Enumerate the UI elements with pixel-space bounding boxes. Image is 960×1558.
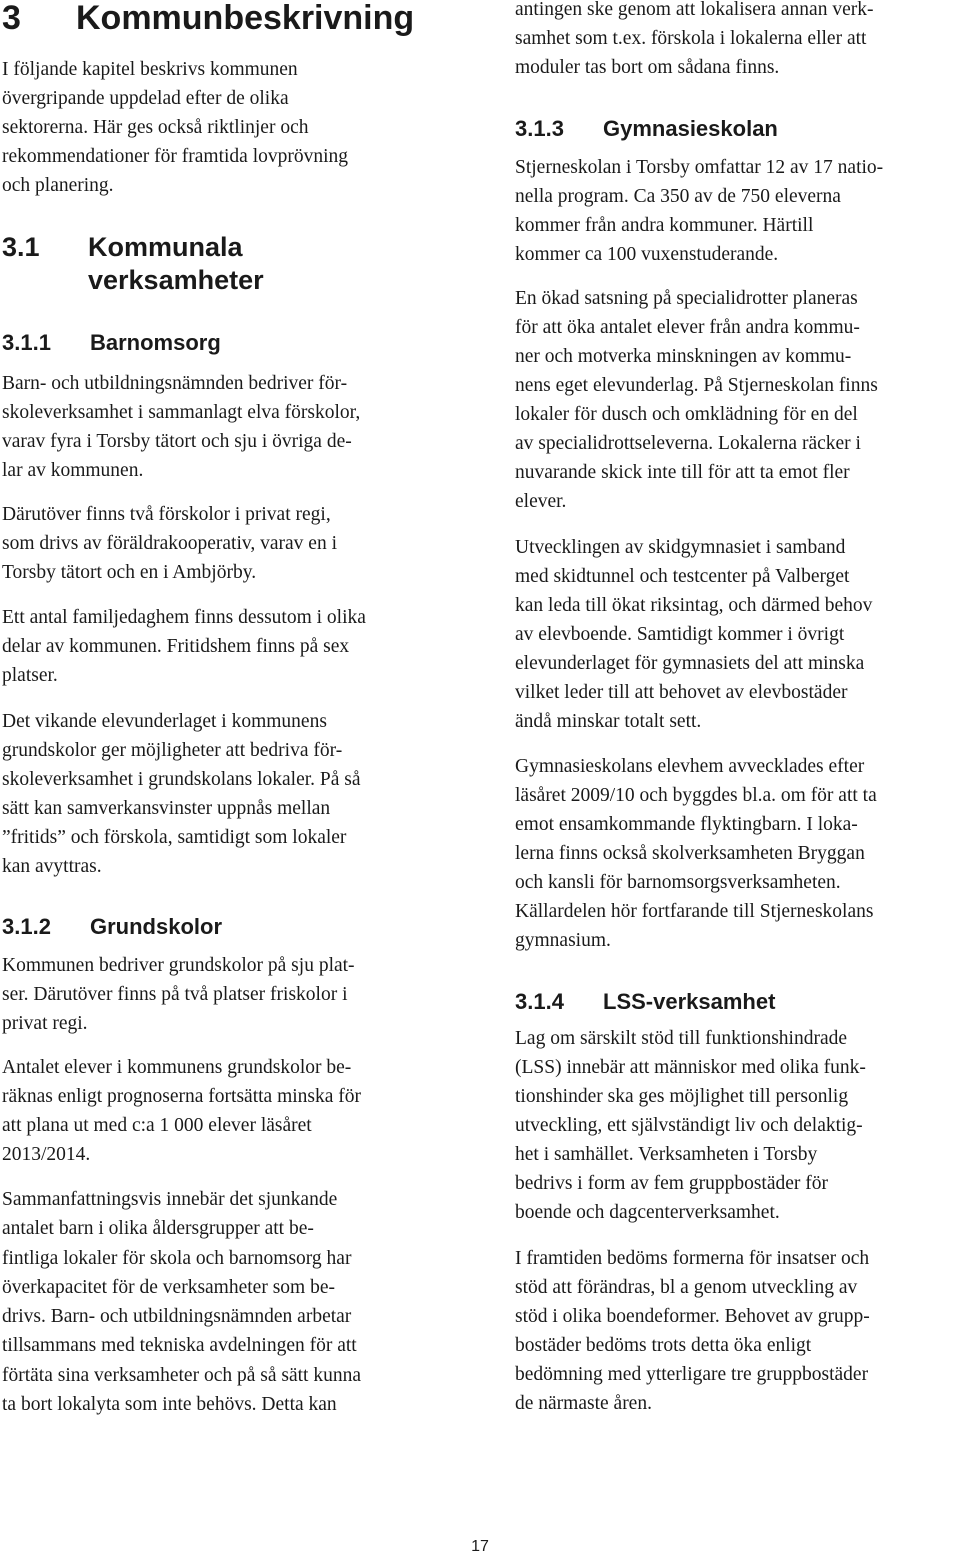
text-line: de närmaste åren. — [515, 1393, 652, 1414]
text-line: kan leda till ökat riksintag, och därmed behov — [515, 595, 873, 616]
text-line: lerna finns också skolverksamheten Bryggan — [515, 843, 865, 864]
section-number: 3.1 — [2, 232, 40, 262]
text-line: lokaler för dusch och omklädning för en del — [515, 404, 858, 425]
text-line: I framtiden bedöms formerna för insatser och — [515, 1248, 870, 1269]
text-line: räknas enligt prognoserna fortsätta minska för — [2, 1086, 362, 1107]
paragraph — [2, 1185, 361, 1419]
text-line: Kommunala — [88, 232, 243, 262]
paragraph — [2, 500, 337, 587]
text-line: En ökad satsning på specialidrotter planeras — [515, 288, 858, 309]
text-line: lar av kommunen. — [2, 460, 144, 481]
text-line: Källardelen hör fortfarande till Stjerneskolans — [515, 901, 874, 922]
text-line: och kansli för barnomsorgsverksamheten. — [515, 872, 841, 893]
text-line: förtäta sina verksamheter och på så sätt kunna — [2, 1364, 361, 1386]
text-line: stöd i olika boendeformer. Behovet av grupp- — [515, 1306, 870, 1327]
subsection-number: 3.1.3 — [515, 116, 564, 141]
text-line: gymnasium. — [515, 930, 611, 951]
text-line: nuvarande skick inte till för att ta emot fler — [515, 462, 850, 483]
text-line: bedrivs i form av fem gruppbostäder för — [515, 1173, 828, 1194]
paragraph-continued — [515, 0, 873, 82]
text-line: överkapacitet för de verksamheter som be- — [2, 1276, 335, 1298]
text-line: fintliga lokaler för skola och barnomsorg har — [2, 1247, 352, 1269]
subsection-number: 3.1.2 — [2, 914, 51, 939]
text-line: av specialidrottseleverna. Lokalerna räcker i — [515, 433, 861, 454]
text-line: och planering. — [2, 175, 114, 196]
subsection-number: 3.1.1 — [2, 330, 51, 355]
text-line: Stjerneskolan i Torsby omfattar 12 av 17 natio- — [515, 157, 884, 178]
paragraph — [2, 603, 366, 690]
text-line: ser. Därutöver finns på två platser friskolor i — [2, 984, 348, 1005]
section-heading-3-1 — [2, 231, 264, 297]
text-line: att plana ut med c:a 1 000 elever läsåret — [2, 1115, 312, 1136]
text-line: Ett antal familjedaghem finns dessutom i olika — [2, 607, 366, 628]
paragraph — [2, 1053, 361, 1169]
page-number: 17 — [471, 1538, 489, 1555]
paragraph — [515, 153, 883, 269]
text-line: vilket leder till att behovet av elevbostäder — [515, 682, 848, 703]
text-line: delar av kommunen. Fritidshem finns på sex — [2, 636, 350, 657]
text-line: tionshinder ska ges möjlighet till personlig — [515, 1086, 849, 1107]
text-line: emot ensamkommande flyktingbarn. I loka- — [515, 814, 858, 835]
text-line: som drivs av föräldrakooperativ, varav en i — [2, 533, 337, 554]
text-line: kommer ca 100 vuxenstuderande. — [515, 244, 779, 265]
text-line: elever. — [515, 491, 567, 512]
text-line: elevunderlaget för gymnasiets del att minska — [515, 653, 865, 674]
text-line: skoleverksamhet i grundskolans lokaler. På så — [2, 769, 361, 790]
chapter-title: Kommunbeskrivning — [76, 0, 415, 37]
chapter-heading — [2, 0, 414, 36]
text-line: grundskolor ger möjligheter att bedriva för- — [2, 740, 343, 761]
paragraph — [515, 752, 877, 955]
text-line: Det vikande elevunderlaget i kommunens — [2, 711, 327, 732]
paragraph — [515, 533, 872, 736]
text-line: ”fritids” och förskola, samtidigt som lokaler — [2, 827, 347, 848]
text-line: Barn- och utbildningsnämnden bedriver för- — [2, 373, 348, 394]
paragraph — [515, 284, 878, 516]
chapter-intro — [2, 55, 348, 200]
text-line: drivs. Barn- och utbildningsnämnden arbetar — [2, 1306, 352, 1328]
paragraph — [515, 1024, 866, 1227]
text-line: samhet som t.ex. förskola i lokalerna eller att — [515, 28, 867, 49]
text-line: antingen ske genom att lokalisera annan verk- — [515, 0, 874, 20]
text-line: Kommunen bedriver grundskolor på sju plat- — [2, 955, 355, 976]
text-line: 2013/2014. — [2, 1144, 91, 1165]
subsection-title: Grundskolor — [90, 914, 223, 939]
text-line: (LSS) innebär att människor med olika funk- — [515, 1057, 866, 1078]
text-line: nens eget elevunderlag. På Stjerneskolan finns — [515, 375, 878, 396]
text-line: sektorerna. Här ges också riktlinjer och — [2, 117, 309, 138]
text-line: kan avyttras. — [2, 856, 102, 877]
paragraph — [515, 1244, 870, 1418]
text-line: varav fyra i Torsby tätort och sju i övriga de- — [2, 431, 352, 452]
text-line: tillsammans med tekniska avdelningen för att — [2, 1335, 357, 1357]
text-line: för att öka antalet elever från andra kommu- — [515, 317, 860, 338]
subsection-heading-barnomsorg — [2, 330, 221, 356]
text-line: ner och motverka minskningen av kommu- — [515, 346, 852, 367]
text-line: övergripande uppdelad efter de olika — [2, 88, 289, 109]
text-line: het i samhället. Verksamheten i Torsby — [515, 1144, 818, 1165]
section-title — [88, 231, 264, 297]
subsection-heading-grundskolor — [2, 914, 222, 940]
text-line: privat regi. — [2, 1013, 88, 1034]
text-line: Sammanfattningsvis innebär det sjunkande — [2, 1189, 338, 1210]
subsection-title: Gymnasieskolan — [603, 116, 778, 141]
text-line: Lag om särskilt stöd till funktionshindrade — [515, 1028, 848, 1049]
text-line: Därutöver finns två förskolor i privat regi, — [2, 504, 331, 525]
text-line: ändå minskar totalt sett. — [515, 711, 702, 732]
subsection-heading-lss — [515, 989, 775, 1015]
subsection-title: LSS-verksamhet — [603, 989, 776, 1014]
text-line: rekommendationer för framtida lovprövning — [2, 146, 349, 167]
text-line: boende och dagcenterverksamhet. — [515, 1202, 780, 1223]
subsection-title: Barnomsorg — [90, 330, 221, 355]
chapter-number: 3 — [2, 0, 21, 37]
text-line: skoleverksamhet i sammanlagt elva förskolor, — [2, 402, 361, 423]
text-line: bostäder bedöms trots detta öka enligt — [515, 1335, 812, 1356]
text-line: I följande kapitel beskrivs kommunen — [2, 59, 298, 80]
text-line: ta bort lokalyta som inte behövs. Detta kan — [2, 1394, 337, 1416]
text-line: nella program. Ca 350 av de 750 eleverna — [515, 186, 841, 207]
text-line: Torsby tätort och en i Ambjörby. — [2, 562, 257, 583]
text-line: utveckling, ett självständigt liv och delaktig- — [515, 1115, 863, 1136]
text-line: stöd att förändras, bl a genom utveckling av — [515, 1277, 858, 1298]
paragraph — [2, 951, 355, 1038]
text-line: Utvecklingen av skidgymnasiet i samband — [515, 537, 846, 558]
text-line: sätt kan samverkansvinster uppnås mellan — [2, 798, 331, 819]
text-line: verksamheter — [88, 265, 264, 295]
text-line: med skidtunnel och testcenter på Valberget — [515, 566, 850, 587]
text-line: Antalet elever i kommunens grundskolor be- — [2, 1057, 352, 1078]
text-line: Gymnasieskolans elevhem avvecklades efter — [515, 756, 865, 777]
text-line: bedömning med ytterligare tre gruppbostäder — [515, 1364, 869, 1385]
text-line: moduler tas bort om sådana finns. — [515, 57, 780, 78]
subsection-number: 3.1.4 — [515, 989, 564, 1014]
subsection-heading-gymnasieskolan — [515, 116, 778, 142]
text-line: läsåret 2009/10 och byggdes bl.a. om för att ta — [515, 785, 877, 806]
text-line: kommer från andra kommuner. Härtill — [515, 215, 814, 236]
text-line: platser. — [2, 665, 58, 686]
text-line: av elevboende. Samtidigt kommer i övrigt — [515, 624, 845, 645]
text-line: antalet barn i olika åldersgrupper att be- — [2, 1218, 314, 1240]
paragraph — [2, 369, 360, 485]
paragraph — [2, 707, 361, 881]
